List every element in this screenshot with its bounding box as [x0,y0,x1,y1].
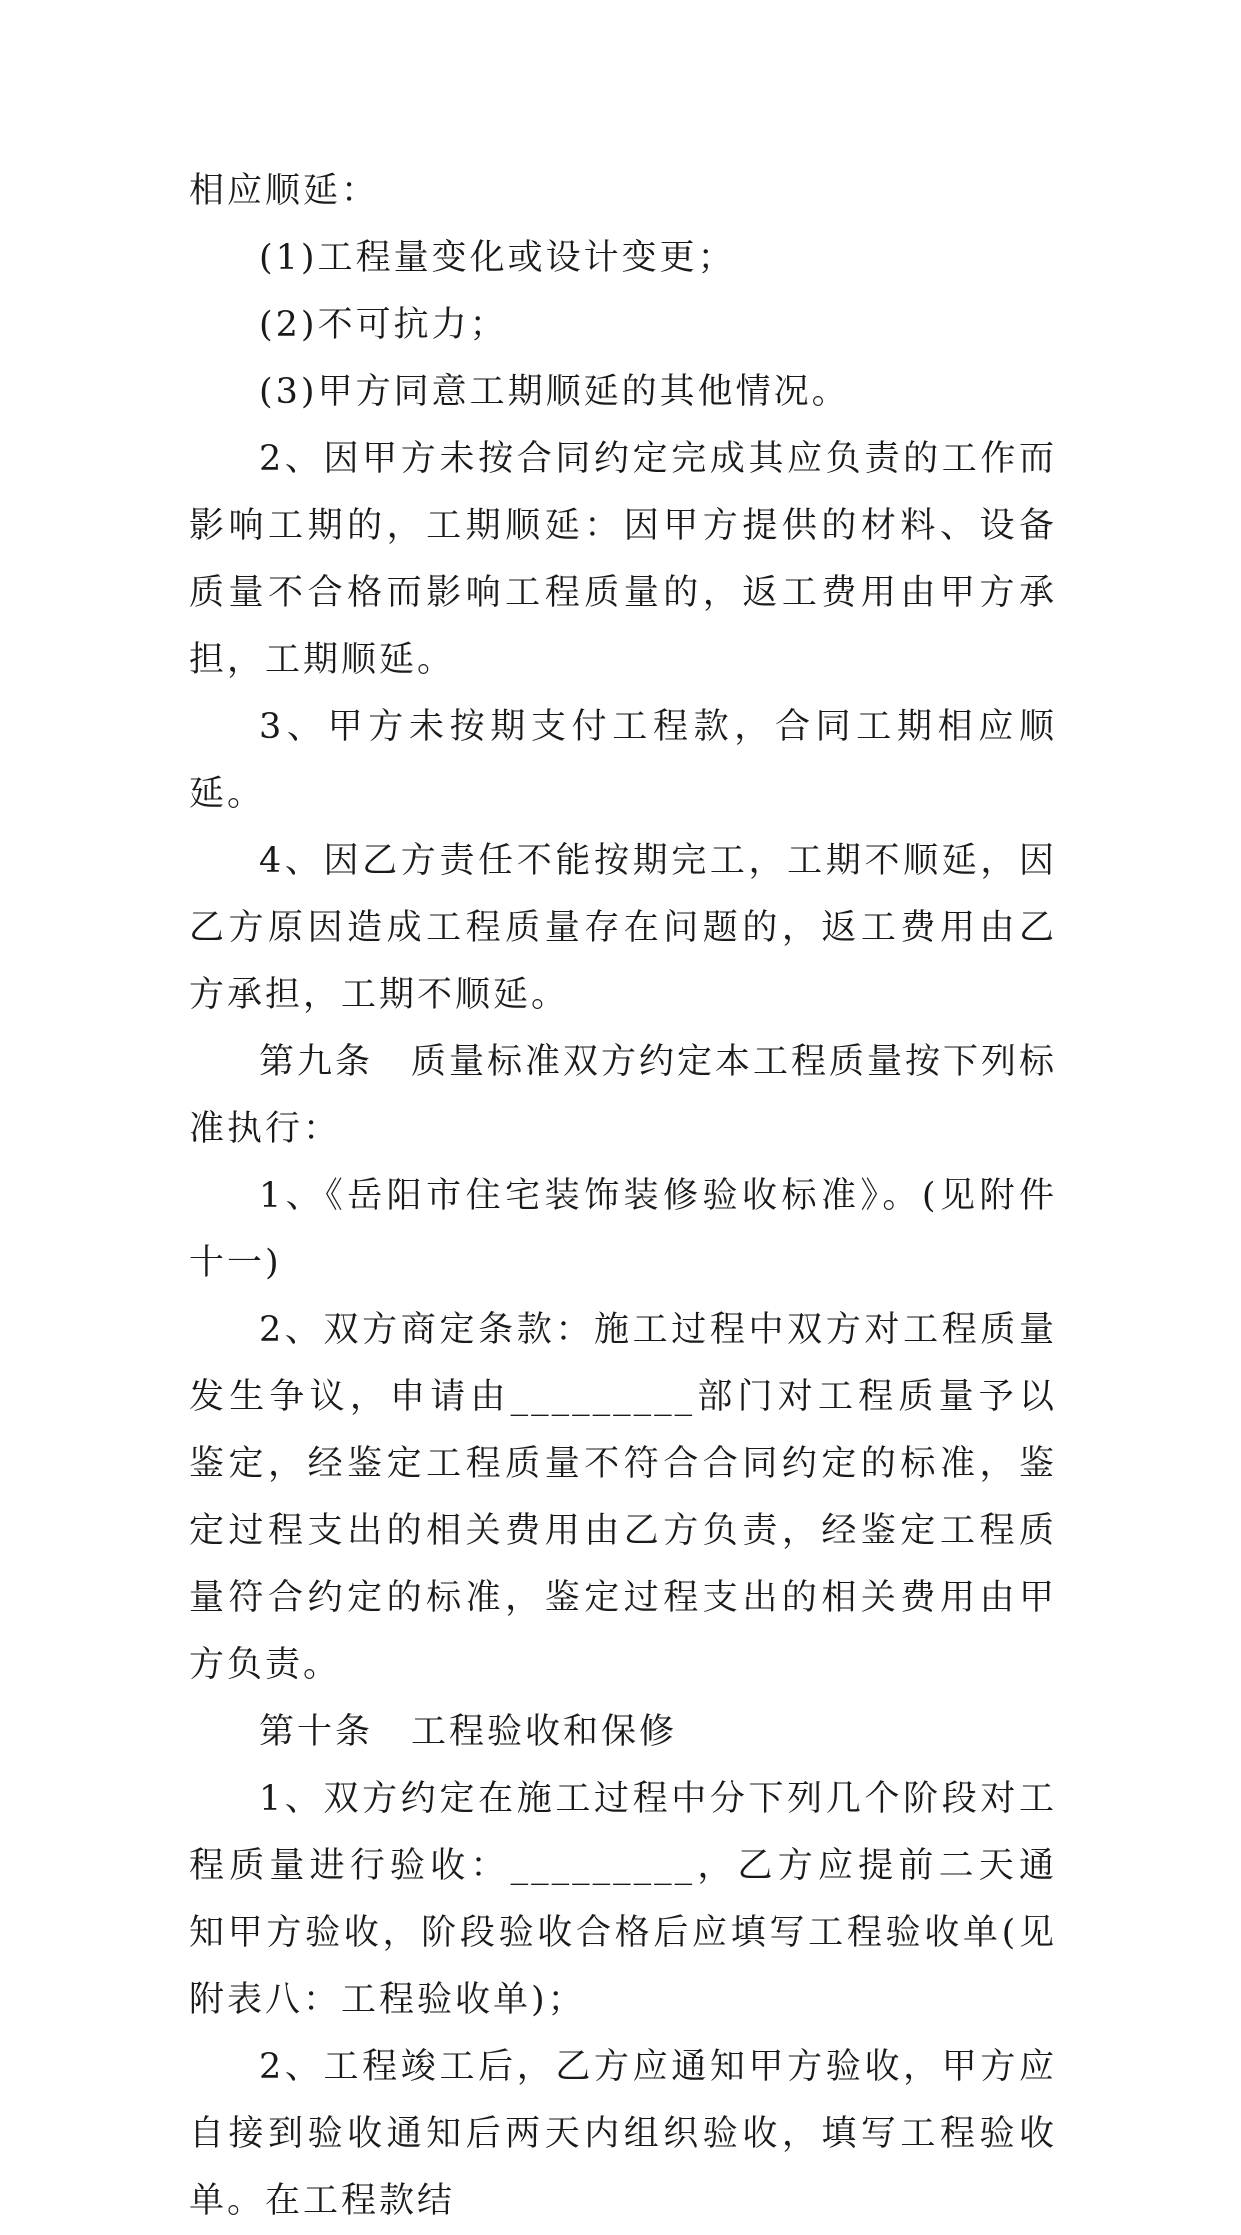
clause-paragraph-4: 4、因乙方责任不能按期完工，工期不顺延，因乙方原因造成工程质量存在问题的，返工费用由乙方承担，工期不顺延。 [189,841,1057,1015]
article-9-item-1: 1、《岳阳市住宅装饰装修验收标准》。(见附件十一) [189,1176,1057,1283]
list-item-2: (2)不可抗力； [259,305,508,345]
clause-paragraph-3: 3、甲方未按期支付工程款，合同工期相应顺延。 [189,707,1057,814]
list-item-3: (3)甲方同意工期顺延的其他情况。 [259,372,850,412]
paragraph-continuation: 相应顺延： [189,171,380,211]
document-body [189,158,1057,2235]
article-9-item-2: 2、双方商定条款：施工过程中双方对工程质量发生争议，申请由_________部门对工程质量予以鉴定，经鉴定工程质量不符合合同约定的标准，鉴定过程支出的相关费用由乙方负责，经鉴定工程质量符合约定的标准，鉴定过程支出的相关费用由甲方负责。 [189,1310,1057,1685]
article-10-heading: 第十条 工程验收和保修 [259,1712,678,1752]
list-item-1: (1)工程量变化或设计变更； [259,238,736,278]
article-10-item-2: 2、工程竣工后，乙方应通知甲方验收，甲方应自接到验收通知后两天内组织验收，填写工程验收单。在工程款结 [189,2047,1057,2221]
clause-paragraph-2: 2、因甲方未按合同约定完成其应负责的工作而影响工期的，工期顺延：因甲方提供的材料、设备质量不合格而影响工程质量的，返工费用由甲方承担，工期顺延。 [189,439,1057,680]
article-10-item-1: 1、双方约定在施工过程中分下列几个阶段对工程质量进行验收：_________，乙方应提前二天通知甲方验收，阶段验收合格后应填写工程验收单(见附表八：工程验收单)； [189,1779,1057,2020]
article-9-heading: 第九条 质量标准双方约定本工程质量按下列标准执行： [189,1042,1058,1149]
